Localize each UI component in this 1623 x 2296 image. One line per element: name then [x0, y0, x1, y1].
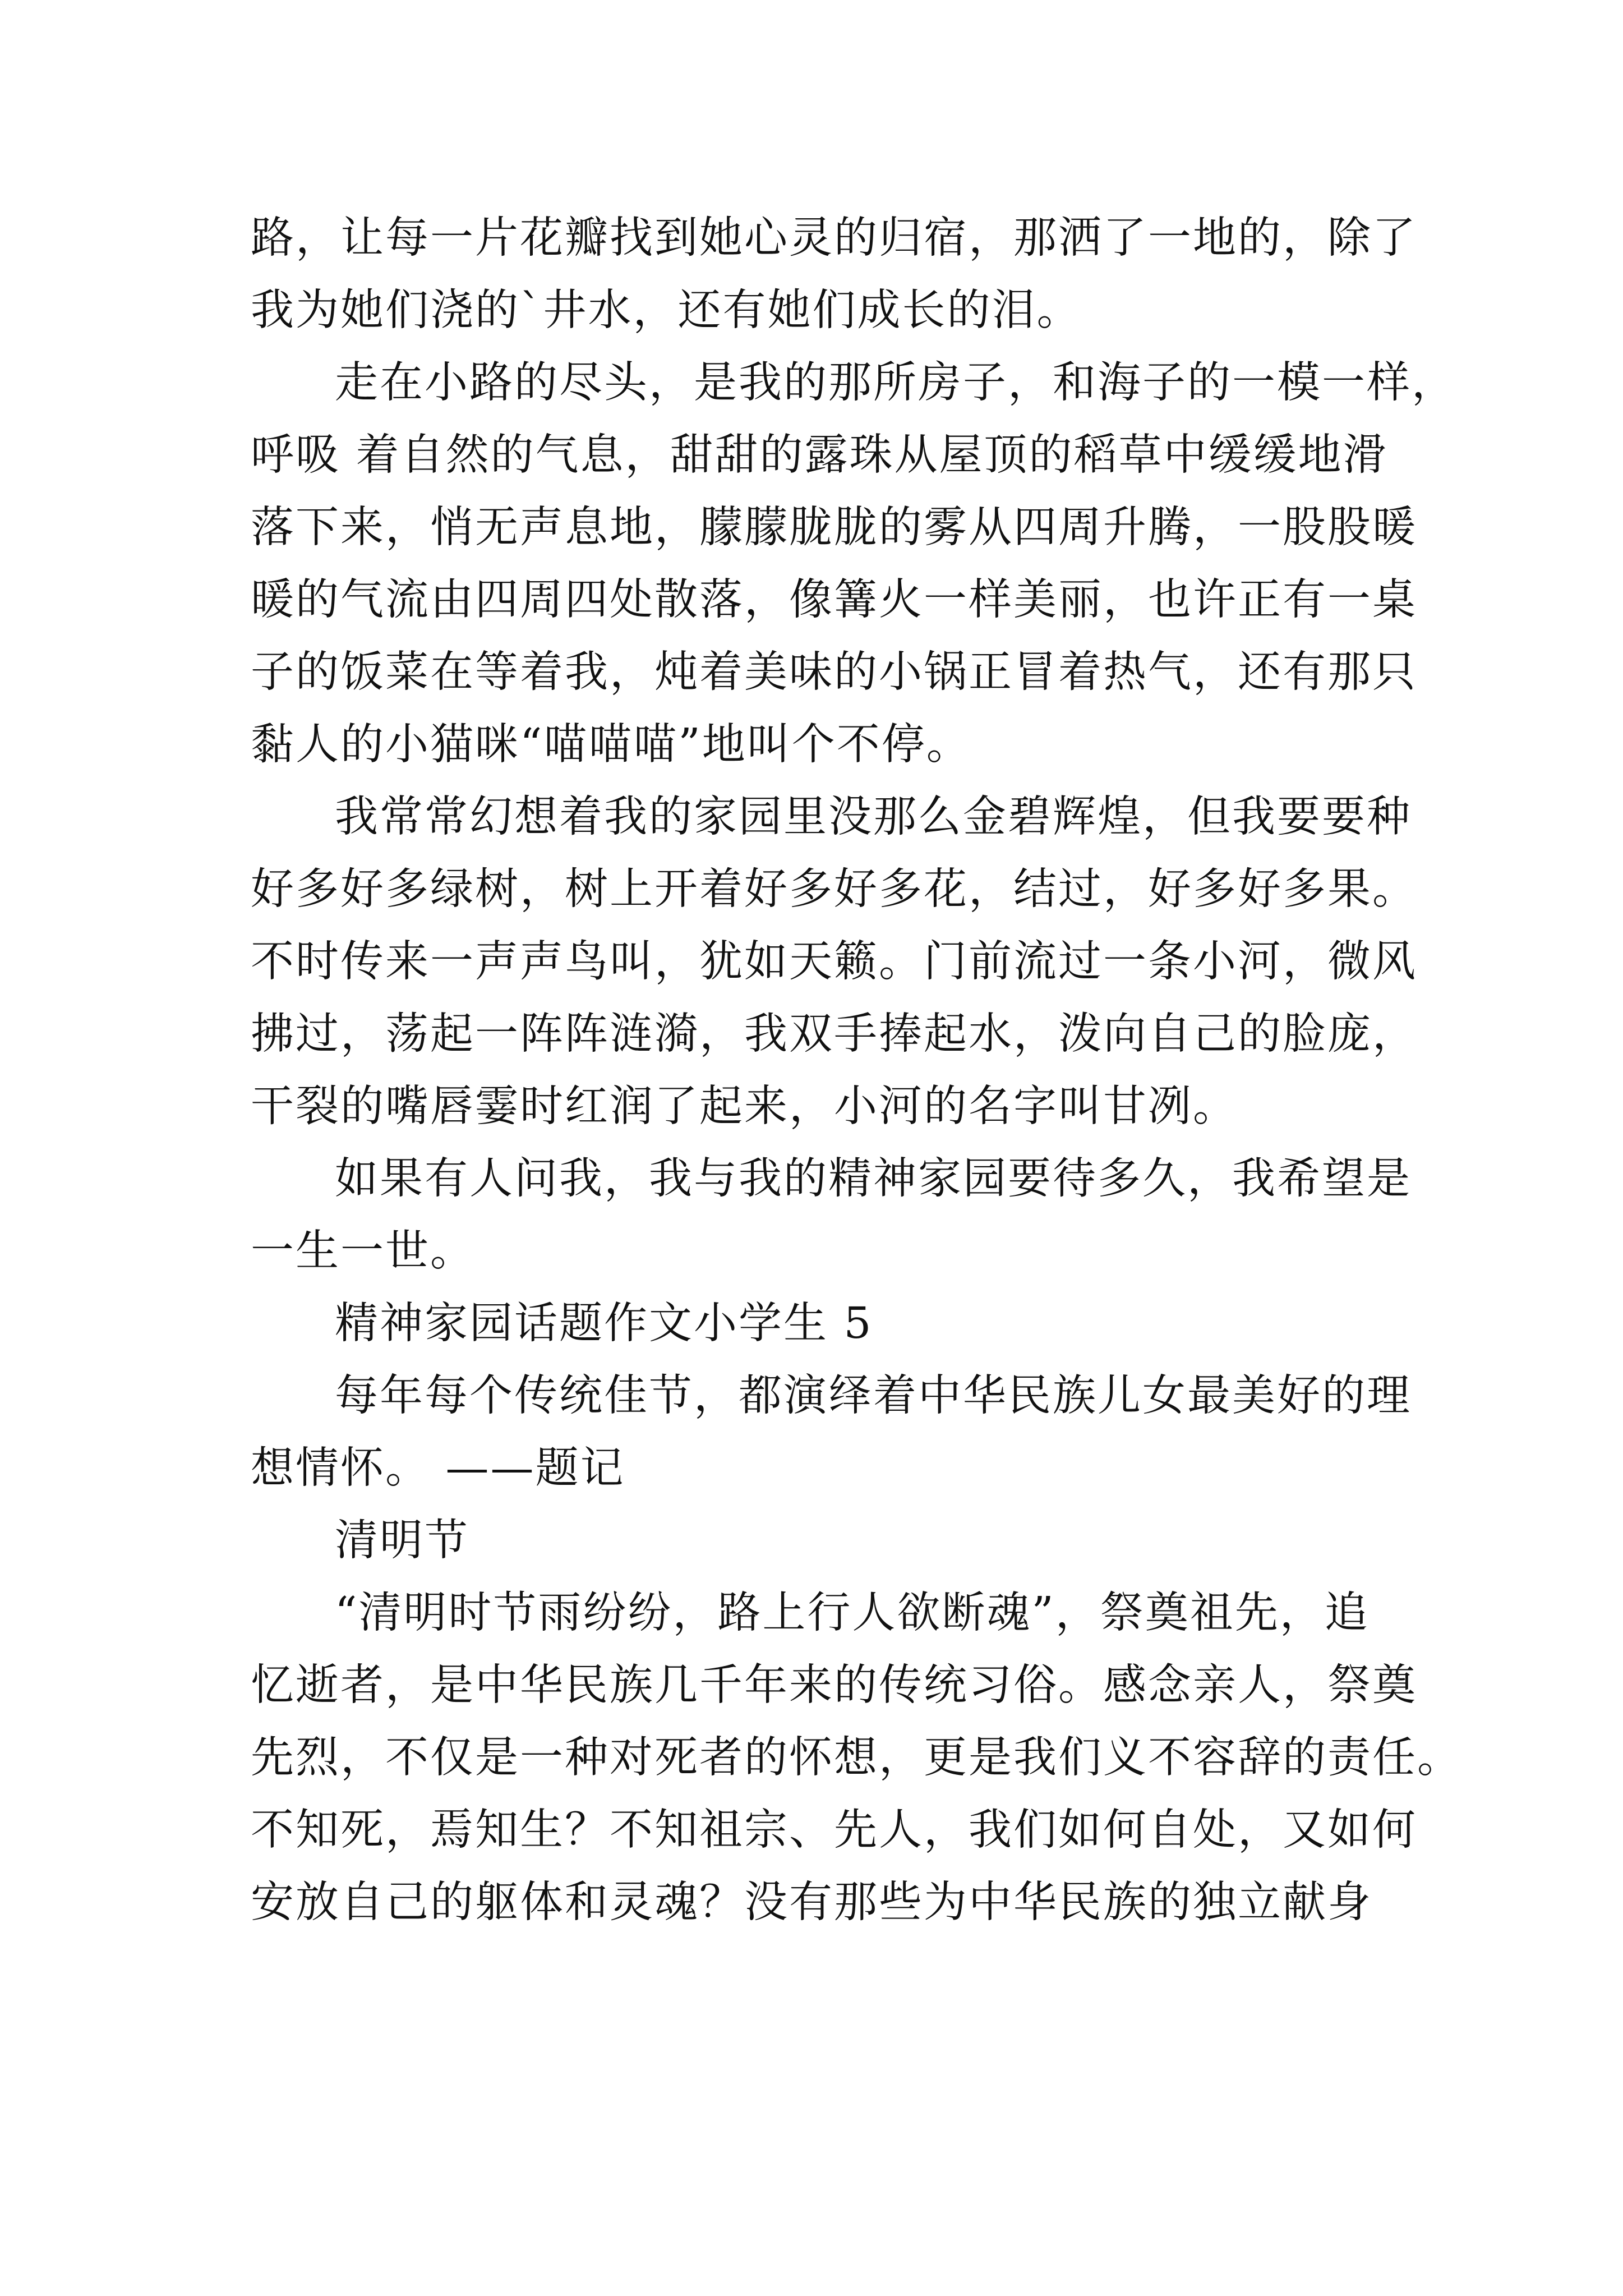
text-line: 干裂的嘴唇霎时红润了起来，小河的名字叫甘冽。: [251, 1082, 1238, 1131]
text-line: 好多好多绿树，树上开着好多好多花，结过，好多好多果。: [251, 864, 1417, 914]
text-line: 暖的气流由四周四处散落，像篝火一样美丽，也许正有一桌: [251, 575, 1417, 625]
text-line: 路，让每一片花瓣找到她心灵的归宿，那洒了一地的，除了: [251, 213, 1417, 263]
paragraph-start-line: 走在小路的尽头，是我的那所房子，和海子的一模一样，: [335, 358, 1456, 408]
text-line: 忆逝者，是中华民族几千年来的传统习俗。感念亲人，祭奠: [251, 1660, 1417, 1710]
text-line: 拂过，荡起一阵阵涟漪，我双手捧起水，泼向自己的脸庞，: [251, 1009, 1417, 1059]
text-line: 呼吸 着自然的气息，甜甜的露珠从屋顶的稻草中缓缓地滑: [251, 430, 1388, 480]
subsection-heading: 清明节: [335, 1516, 469, 1566]
text-line: 先烈，不仅是一种对死者的怀想，更是我们义不容辞的责任。: [251, 1733, 1462, 1783]
text-line: 安放自己的躯体和灵魂？没有那些为中华民族的独立献身: [251, 1878, 1372, 1927]
text-line: 我为她们浇的`井水，还有她们成长的泪。: [251, 286, 1082, 335]
text-line: 黏人的小猫咪“喵喵喵”地叫个不停。: [251, 720, 971, 770]
text-line: 不时传来一声声鸟叫，犹如天籁。门前流过一条小河，微风: [251, 937, 1417, 987]
text-line: 一生一世。: [251, 1226, 475, 1276]
paragraph-start-line: 如果有人问我，我与我的精神家园要待多久，我希望是: [335, 1154, 1412, 1204]
paragraph-start-line: “清明时节雨纷纷，路上行人欲断魂”，祭奠祖先，追: [335, 1588, 1370, 1638]
text-line: 想情怀。 ——题记: [251, 1443, 625, 1493]
text-line: 子的饭菜在等着我，炖着美味的小锅正冒着热气，还有那只: [251, 647, 1417, 697]
text-line: 不知死，焉知生？不知祖宗、先人，我们如何自处，又如何: [251, 1805, 1417, 1855]
paragraph-start-line: 每年每个传统佳节，都演绎着中华民族儿女最美好的理: [335, 1371, 1412, 1421]
text-line: 落下来，悄无声息地，朦朦胧胧的雾从四周升腾，一股股暖: [251, 503, 1417, 553]
paragraph-start-line: 我常常幻想着我的家园里没那么金碧辉煌，但我要要种: [335, 792, 1412, 842]
section-heading: 精神家园话题作文小学生 5: [335, 1299, 873, 1349]
body-text: [251, 202, 1462, 1939]
